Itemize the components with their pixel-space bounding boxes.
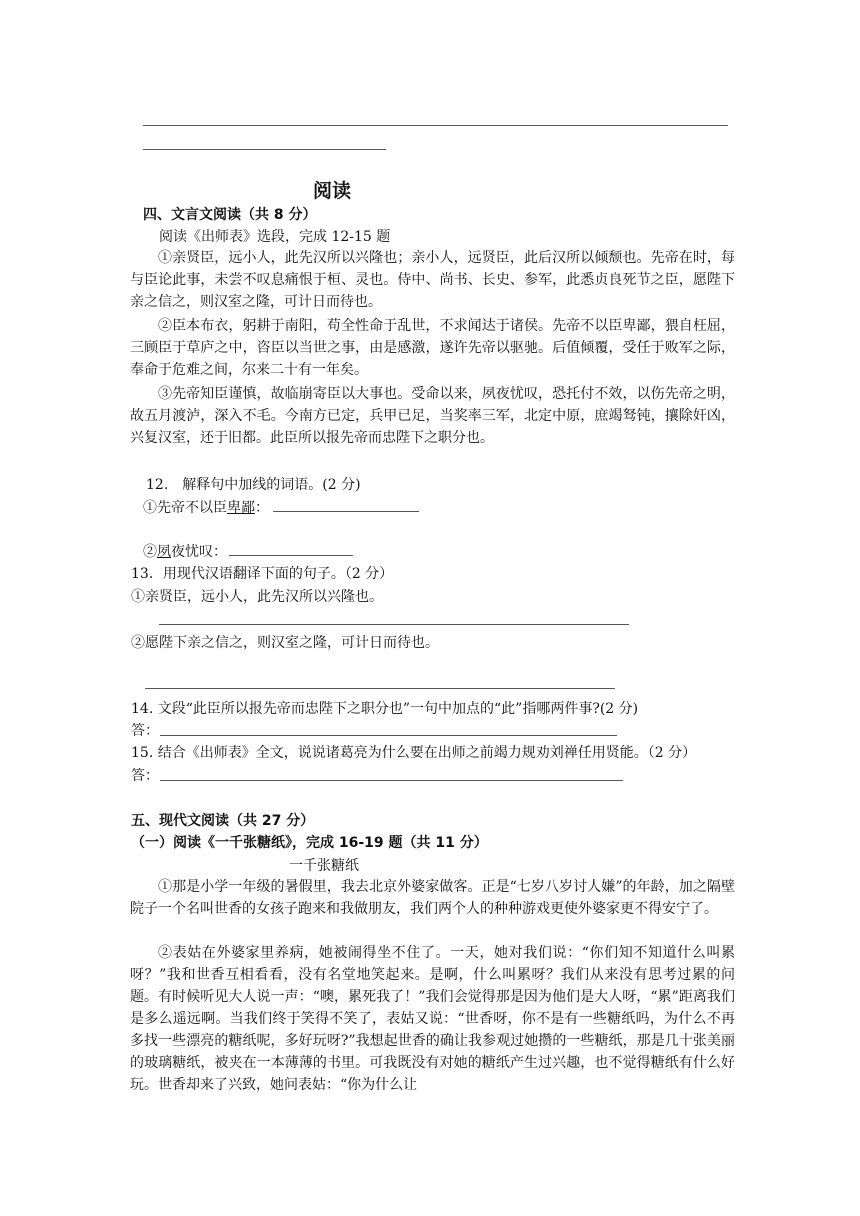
- question-13-sentence-1: ①亲贤臣，远小人，此先汉所以兴隆也。: [131, 589, 383, 605]
- answer-line: [143, 125, 728, 126]
- article-title: 一千张糖纸: [289, 858, 359, 874]
- question-13-sentence-2: ②愿陛下亲之信之，则汉室之隆，可计日而待也。: [131, 635, 439, 651]
- item-suffix: 夜忧叹：: [171, 544, 227, 560]
- question-15: 15. 结合《出师表》全文，说说诸葛亮为什么要在出师之前竭力规劝刘禅任用贤能。（2 分）: [131, 745, 697, 761]
- question-15-answer-label: 答：: [131, 768, 159, 784]
- part4-heading: 四、文言文阅读（共 8 分）: [143, 207, 317, 223]
- item-prefix: ②: [143, 544, 157, 560]
- underlined-word: 卑鄙: [227, 500, 255, 516]
- answer-line: [160, 780, 623, 781]
- item-suffix: ：: [255, 500, 269, 516]
- question-12-item-2: [143, 541, 353, 561]
- item-prefix: ①先帝不以臣: [143, 500, 227, 516]
- question-14: 14. 文段“此臣所以报先帝而忠陛下之职分也”一句中加点的“此”指哪两件事?(2 分): [131, 701, 639, 717]
- part5-heading: 五、现代文阅读（共 27 分）: [131, 813, 315, 829]
- section-title: 阅读: [313, 180, 352, 202]
- classical-paragraph-2: ②臣本布衣，躬耕于南阳，苟全性命于乱世，不求闻达于诸侯。先帝不以臣卑鄙，猥自枉屈，三顾臣于草庐之中，咨臣以当世之事，由是感激，遂许先帝以驱驰。后值倾覆，受任于败军之际，奉命于危难之间，尔来二十有一年矣。: [130, 318, 735, 378]
- question-14-answer-label: 答：: [131, 723, 159, 739]
- answer-blank: [229, 543, 353, 556]
- answer-blank: [273, 499, 419, 512]
- answer-line: [160, 735, 617, 736]
- underlined-word: 夙: [157, 544, 171, 560]
- article-paragraph-1: ①那是小学一年级的暑假里，我去北京外婆家做客。正是“七岁八岁讨人嫌”的年龄，加之隔壁院子一个名叫世香的女孩子跑来和我做朋友，我们两个人的种种游戏更使外婆家更不得安宁了。: [130, 879, 735, 917]
- part5-subheading: （一）阅读《一千张糖纸》，完成 16-19 题（共 11 分）: [131, 835, 488, 851]
- question-13: 13．用现代汉语翻译下面的句子。（2 分）: [131, 566, 394, 582]
- classical-paragraph-3: ③先帝知臣谨慎，故临崩寄臣以大事也。受命以来，夙夜忧叹，恐托付不效，以伤先帝之明，故五月渡泸，深入不毛。今南方已定，兵甲已足，当奖率三军，北定中原，庶竭驽钝，攘除奸凶，兴复汉室，还于旧都。此臣所以报先帝而忠陛下之职分也。: [130, 386, 735, 446]
- classical-paragraph-1: ①亲贤臣，远小人，此先汉所以兴隆也；亲小人，远贤臣，此后汉所以倾颓也。先帝在时，每与臣论此事，未尝不叹息痛恨于桓、灵也。侍中、尚书、长史、参军，此悉贞良死节之臣，愿陛下亲之信之，则汉室之隆，可计日而待也。: [130, 250, 735, 310]
- answer-line: [143, 149, 386, 150]
- part4-intro: 阅读《出师表》选段，完成 12-15 题: [159, 229, 391, 245]
- question-12-item-1: [143, 497, 419, 517]
- answer-line: [145, 688, 615, 689]
- question-12: 12. 解释句中加线的词语。(2 分): [146, 477, 361, 493]
- answer-line: [159, 624, 629, 625]
- article-paragraph-2: ②表姑在外婆家里养病，她被闹得坐不住了。一天，她对我们说：“你们知不知道什么叫累呀？”我和世香互相看看，没有名堂地笑起来。是啊，什么叫累呀？我们从来没有思考过累的问题。有时候听见大人说一声：“噢，累死我了！”我们会觉得那是因为他们是大人呀，“累”距离我们是多么遥远啊。当我们终于笑得不笑了，表姑又说：“世香呀，你不是有一些糖纸吗，为什么不再多找一些漂亮的糖纸呢，多好玩呀?”我想起世香的确让我参观过她攒的一些糖纸，那是几十张美丽的玻璃糖纸，被夹在一本薄薄的书里。可我既没有对她的糖纸产生过兴趣，也不觉得糖纸有什么好玩。世香却来了兴致，她问表姑：“你为什么让: [130, 945, 735, 1093]
